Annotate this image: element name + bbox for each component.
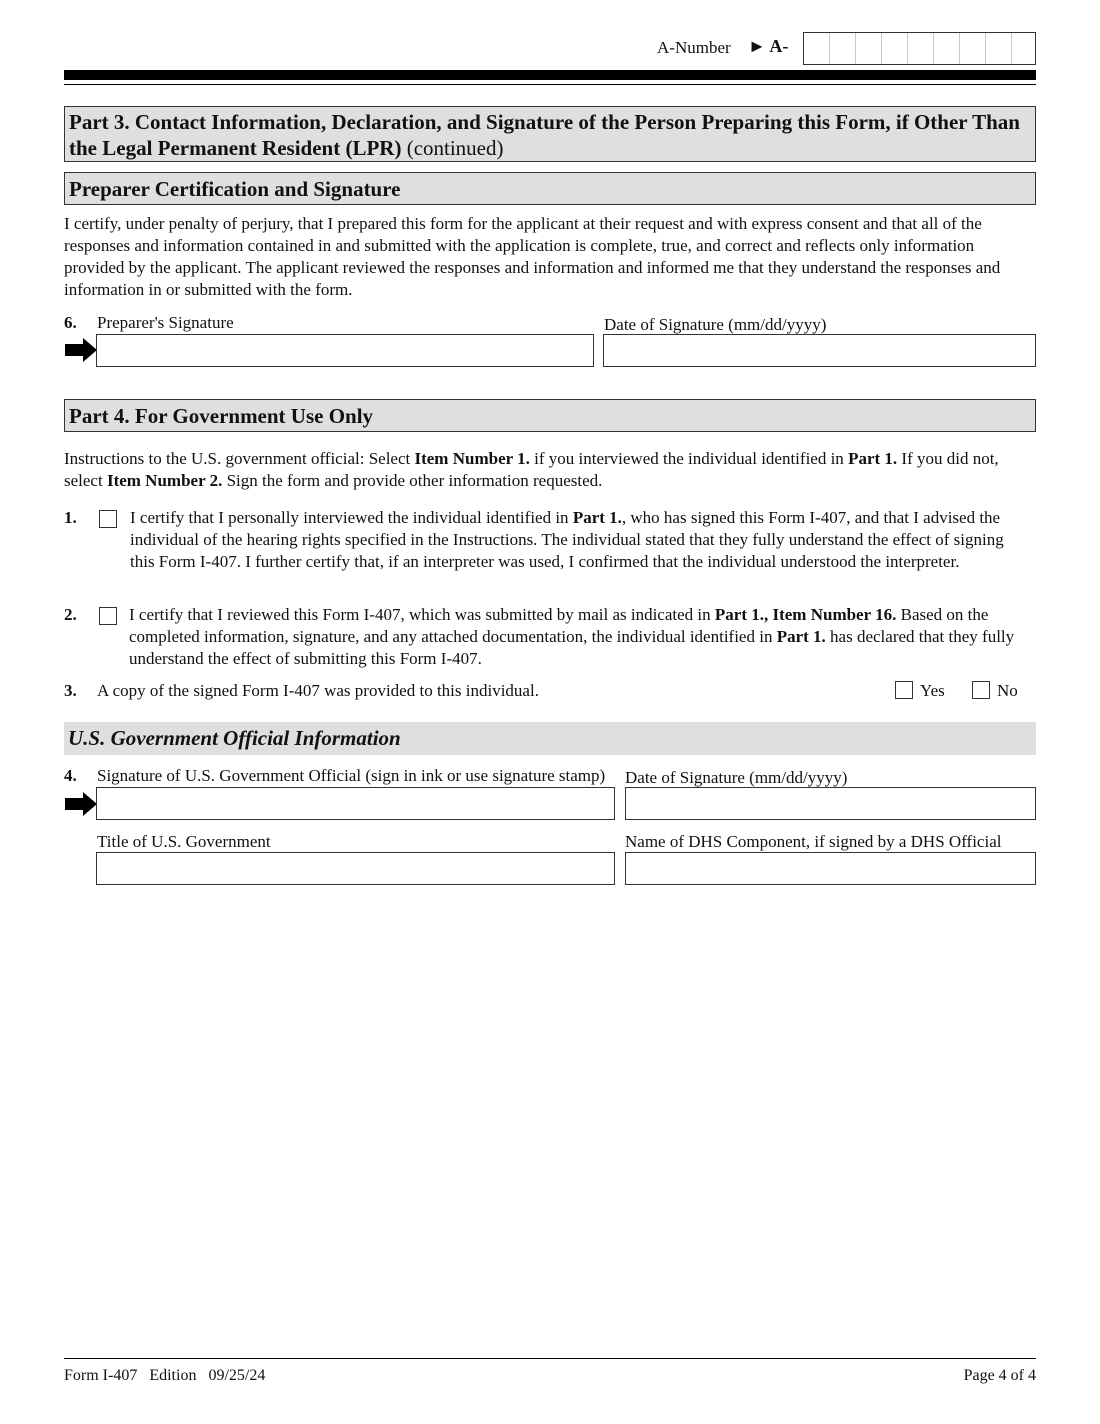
preparer-signature-field[interactable] <box>96 334 594 367</box>
header-rule-thick <box>64 70 1036 80</box>
footer-rule <box>64 1358 1036 1359</box>
certification-text: I certify, under penalty of perjury, that I prepared this form for the applicant at their request and with express consent and that all of the responses and information contained in and submitted with the application is complete, true, and correct and reflects only information provided by the applicant. The applicant reviewed the responses and information and informed me that they understand the responses and information in or submitted with the form. <box>64 214 1001 299</box>
item-3-text: A copy of the signed Form I-407 was provided to this individual. <box>97 681 539 700</box>
official-info-heading: U.S. Government Official Information <box>64 722 1036 755</box>
item-1-text: I certify that I personally interviewed the individual identified in Part 1., who has signed this Form I-407, and that I advised the individual of the hearing rights specified in the Instructions. The individual stated that they fully understand the effect of signing this Form I-407. I further certify that, if an interpreter was used, I confirmed that the individual understood the interpreter. <box>130 508 1004 571</box>
item-4-number: 4. <box>64 766 77 785</box>
a-number-prefix: ► A- <box>748 36 789 56</box>
a-number-label: A-Number <box>657 38 731 57</box>
item-3-no-label: No <box>997 681 1018 700</box>
arrow-right-icon <box>65 792 97 816</box>
official-date-field[interactable] <box>625 787 1036 820</box>
footer-page-number: Page 4 of 4 <box>963 1367 1036 1384</box>
item-6-number: 6. <box>64 313 77 332</box>
item-1-checkbox[interactable] <box>99 510 117 528</box>
part3-title: Part 3. Contact Information, Declaration, and Signature of the Person Preparing this Form, if Other Than the Legal Permanent Resident (LPR) <box>69 110 1020 160</box>
preparer-cert-heading: Preparer Certification and Signature <box>64 172 1036 205</box>
item-3-yes-label: Yes <box>920 681 945 700</box>
header-rule-thin <box>64 84 1036 85</box>
item-2-text: I certify that I reviewed this Form I-407, which was submitted by mail as indicated in Part 1., Item Number 16. Based on the completed information, signature, and any attached documentation, the individual identified in Part 1. has declared that they fully understand the effect of submitting this Form I-407. <box>129 605 1015 668</box>
dhs-component-label: Name of DHS Component, if signed by a DHS Official <box>625 832 1002 851</box>
footer-form-edition: Form I-407 Edition 09/25/24 <box>64 1367 266 1384</box>
part4-heading: Part 4. For Government Use Only <box>64 399 1036 432</box>
official-title-field[interactable] <box>96 852 615 885</box>
arrow-right-icon <box>65 338 97 362</box>
official-signature-label: Signature of U.S. Government Official (sign in ink or use signature stamp) <box>97 766 606 785</box>
official-date-label: Date of Signature (mm/dd/yyyy) <box>625 768 848 787</box>
part3-heading <box>64 106 1036 162</box>
part4-instructions: Instructions to the U.S. government official: Select Item Number 1. if you interviewed the individual identified in Part 1. If you did not, select Item Number 2. Sign the form and provide other information requested. <box>64 449 999 490</box>
item-3-yes-checkbox[interactable] <box>895 681 913 699</box>
preparer-signature-label: Preparer's Signature <box>97 313 234 332</box>
part3-title-suffix: (continued) <box>401 136 504 160</box>
item-2-number: 2. <box>64 605 77 624</box>
preparer-date-label: Date of Signature (mm/dd/yyyy) <box>604 315 827 334</box>
official-title-label: Title of U.S. Government <box>97 832 271 851</box>
a-number-input[interactable] <box>803 32 1036 65</box>
dhs-component-field[interactable] <box>625 852 1036 885</box>
item-3-number: 3. <box>64 681 77 700</box>
item-2-checkbox[interactable] <box>99 607 117 625</box>
item-3-no-checkbox[interactable] <box>972 681 990 699</box>
preparer-date-field[interactable] <box>603 334 1036 367</box>
item-1-number: 1. <box>64 508 77 527</box>
official-signature-field[interactable] <box>96 787 615 820</box>
